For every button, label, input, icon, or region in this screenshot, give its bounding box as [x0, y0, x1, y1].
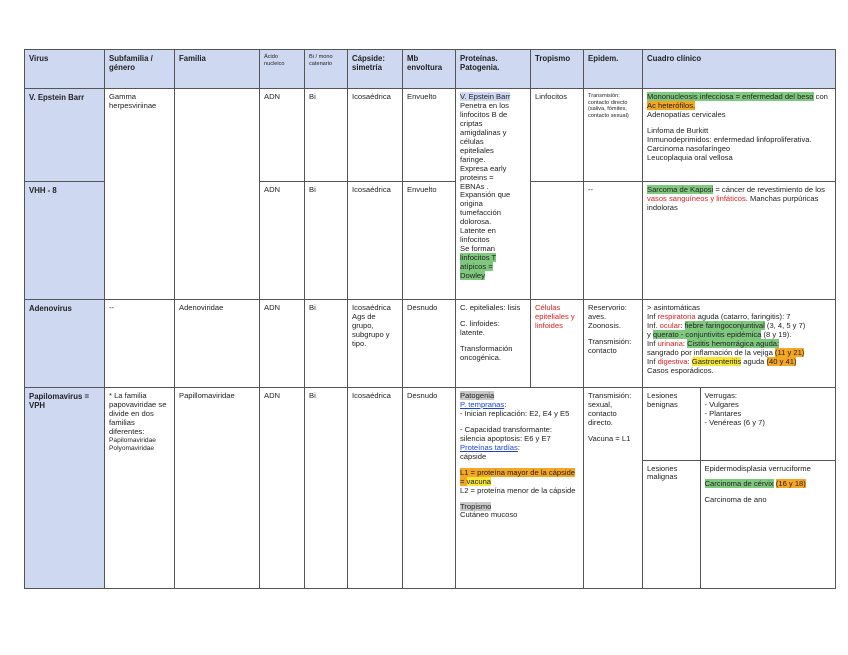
- prot-line: L2 = proteína menor de la cápside: [460, 485, 576, 495]
- header-virus: Virus: [25, 50, 105, 89]
- sub-text: * La familia papovaviridae se divide en dos familias diferentes:: [109, 391, 167, 436]
- prot-highlight: Dowley: [460, 271, 485, 281]
- cc-text: Inf: [647, 338, 658, 348]
- sub-text: Papilomaviridae: [109, 436, 156, 444]
- cc-text: :: [687, 356, 692, 366]
- mb-cell: Envuelto: [403, 89, 456, 182]
- text-line: Expansión que: [460, 190, 511, 200]
- bimono-cell: Bi: [305, 300, 348, 388]
- lesiones-malignas: [700, 460, 835, 588]
- text-line: dolorosa.: [460, 217, 492, 227]
- cc-text: :: [682, 338, 688, 348]
- acido-cell: ADN: [260, 182, 305, 300]
- prot-highlight: =: [460, 476, 467, 486]
- capside-cell: Icosaédrica: [348, 388, 403, 589]
- text-line: Se forman: [460, 244, 496, 254]
- text-line: Penetra en los: [460, 100, 509, 110]
- prot-text: :: [504, 399, 507, 409]
- cc-highlight: Ac heterófilos.: [647, 100, 696, 110]
- cc-text: . Manchas purpúricas indoloras: [647, 193, 819, 212]
- prot-title: V. Epstein Barr: [460, 92, 511, 101]
- ver-line: - Venéreas (6 y 7): [704, 417, 765, 427]
- cc-text: :: [680, 320, 685, 330]
- text-line: Expresa early: [460, 163, 507, 173]
- row-ebv: [25, 89, 836, 182]
- capside-cell: Icosaédrica: [348, 182, 403, 300]
- row-papilomavirus: [25, 388, 836, 589]
- cc-highlight: Mononucleosis infecciosa = enfermedad del beso: [647, 92, 814, 101]
- text-line: Inmunodeprimidos: enfermedad linfoproliferativa.: [647, 134, 812, 144]
- ver-title: Verrugas:: [704, 391, 738, 400]
- prot-line: C. linfoides: latente.: [460, 318, 500, 337]
- cc-text: sangrado por inflamación de la vejiga: [647, 347, 775, 357]
- text-line: criptas: [460, 118, 483, 128]
- cc-highlight: (40 y 41): [766, 356, 797, 366]
- cc-text: Inf: [647, 311, 658, 321]
- prot-text: :: [517, 442, 520, 452]
- prot-highlight: atípicos =: [460, 262, 493, 272]
- mal-line: Carcinoma de ano: [704, 495, 767, 505]
- acido-cell: ADN: [260, 89, 305, 182]
- header-cuadro: Cuadro clínico: [643, 50, 836, 89]
- ver-line: - Vulgares: [704, 399, 739, 409]
- epidem-cell: --: [584, 182, 643, 300]
- proteinas-cell: [456, 300, 531, 388]
- text-line: faringe.: [460, 154, 486, 164]
- trop-line: Cutáneo mucoso: [460, 510, 518, 520]
- cc-highlight: fiebre faringoconjuntival: [684, 320, 765, 330]
- prot-line: cápside: [460, 451, 487, 461]
- sub-text: Polyomaviridae: [109, 444, 155, 452]
- mal-line: Epidermodisplasia verruciforme: [704, 463, 811, 473]
- subfamilia-cell: Gamma herpesviriinae: [105, 89, 175, 300]
- text-line: tumefacción: [460, 208, 501, 218]
- epi-line: Vacuna = L1: [588, 433, 631, 443]
- epidem-cell: [584, 300, 643, 388]
- text-line: Leucoplaquia oral vellosa: [647, 152, 733, 162]
- mal-highlight: Carcinoma de cérvix: [704, 479, 774, 489]
- text-line: Carcinoma nasofaríngeo: [647, 143, 731, 153]
- prot-highlight: L1 = proteína mayor de la cápside: [460, 467, 576, 477]
- cc-line: Adenopatías cervicales: [647, 109, 726, 119]
- cc-text: aguda (catarro, faringitis): 7: [695, 311, 791, 321]
- familia-cell: Papillomaviridae: [175, 388, 260, 589]
- header-bimono: Bi / mono catenario: [305, 50, 348, 89]
- header-subfamilia: Subfamilia / género: [105, 50, 175, 89]
- trop-title: Tropismo: [460, 501, 492, 511]
- mb-cell: Desnudo: [403, 388, 456, 589]
- cc-text: (3, 4, 5 y 7): [764, 320, 806, 330]
- cc-highlight: Cistitis hemorrágica aguda:: [687, 338, 780, 348]
- tropismo-cell: [531, 182, 584, 300]
- proteinas-cell: [456, 89, 531, 300]
- text-line: células: [460, 136, 484, 146]
- text-line: origina: [460, 199, 483, 209]
- prot-line: - Capacidad transformante: silencia apoptosis: E6 y E7: [460, 424, 553, 443]
- header-epidem: Epidem.: [584, 50, 643, 89]
- subfamilia-cell: --: [105, 300, 175, 388]
- lesiones-benignas-label: Lesiones benignas: [647, 391, 678, 409]
- text-line: Latente en: [460, 226, 496, 236]
- ver-line: - Plantares: [704, 408, 742, 418]
- prot-line: C. epiteliales: lisis: [460, 303, 521, 312]
- pat-title: Patogenia: [460, 391, 495, 400]
- bimono-cell: Bi: [305, 182, 348, 300]
- row-adenovirus: [25, 300, 836, 388]
- text-line: linfocitos B de: [460, 109, 508, 119]
- text-line: linfocitos: [460, 235, 490, 245]
- subfamilia-cell: [105, 388, 175, 589]
- cc-line: > asintomáticas: [647, 303, 700, 312]
- cc-red: digestiva: [657, 356, 688, 366]
- tropismo-cell: Linfocitos: [531, 89, 584, 182]
- cc-highlight: querato - conjuntivitis epidémica: [652, 329, 762, 339]
- capside-cell: Icosaédrica: [348, 89, 403, 182]
- virus-name: Papilomavirus = VPH: [25, 388, 105, 589]
- proteinas-cell: [456, 388, 584, 589]
- epi-line: Transmisión: contacto: [588, 336, 632, 355]
- cuadro-cell: [643, 182, 836, 300]
- virus-table: [24, 49, 836, 589]
- tropismo-cell: Células epiteliales y linfoides: [531, 300, 584, 388]
- virus-name: Adenovirus: [25, 300, 105, 388]
- mb-cell: Desnudo: [403, 300, 456, 388]
- cc-red: respiratoria: [657, 311, 696, 321]
- virus-name: VHH - 8: [25, 182, 105, 300]
- cc-text: y: [647, 329, 653, 339]
- header-mb: Mb envoltura: [403, 50, 456, 89]
- mb-cell: Envuelto: [403, 182, 456, 300]
- virus-name: V. Epstein Barr: [25, 89, 105, 182]
- cc-text: = cáncer de revestimiento de los: [713, 185, 825, 194]
- epidem-cell: [584, 388, 643, 589]
- prot-link: P. tempranas: [460, 399, 505, 409]
- header-familia: Familia: [175, 50, 260, 89]
- prot-line: Transformación oncogénica.: [460, 343, 513, 362]
- header-proteinas: Proteínas. Patogenia.: [456, 50, 531, 89]
- cc-highlight: (11 y 21): [774, 347, 805, 357]
- prot-highlight: linfocitos T: [460, 253, 497, 263]
- header-row: [25, 50, 836, 89]
- cc-text: Inf: [647, 356, 658, 366]
- cc-red: vasos sanguíneos y linfáticos: [647, 193, 746, 203]
- capside-cell: Icosaédrica Ags de grupo, subgrupo y tipo.: [348, 300, 403, 388]
- text-line: epiteliales: [460, 145, 494, 155]
- header-tropismo: Tropismo: [531, 50, 584, 89]
- cc-red: ocular: [659, 320, 681, 330]
- bimono-cell: Bi: [305, 89, 348, 182]
- cuadro-cell: [643, 300, 836, 388]
- cc-highlight: Sarcoma de Kaposi: [647, 185, 714, 194]
- cuadro-cell: [643, 89, 836, 182]
- text-line: EBNAs .: [460, 181, 489, 191]
- cc-text: (8 y 19).: [761, 329, 792, 339]
- text-line: Linfoma de Burkitt: [647, 125, 709, 135]
- cc-highlight: Gastroenteritis: [691, 356, 742, 366]
- cc-text: aguda: [741, 356, 767, 366]
- acido-cell: ADN: [260, 300, 305, 388]
- prot-line: - Inician replicación: E2, E4 y E5: [460, 408, 570, 418]
- epi-line: Transmisión: sexual, contacto directo.: [588, 391, 632, 427]
- bimono-cell: Bi: [305, 388, 348, 589]
- acido-cell: ADN: [260, 388, 305, 589]
- familia-cell: Adenoviridae: [175, 300, 260, 388]
- cuadro-cell: [643, 388, 836, 589]
- prot-link: Proteínas tardías: [460, 442, 518, 452]
- header-acido: Ácido nucleico: [260, 50, 305, 89]
- cc-line: Casos esporádicos.: [647, 365, 714, 375]
- epi-line: Reservorio: aves. Zoonosis.: [588, 303, 627, 330]
- cc-text: Inf.: [647, 320, 660, 330]
- lesiones-table: [643, 388, 835, 588]
- header-capside: Cápside: simetría: [348, 50, 403, 89]
- text-line: proteins =: [460, 172, 494, 182]
- epidem-cell: Transmisión: contacto directo (saliva, fómites, contacto sexual): [584, 89, 643, 182]
- lesiones-benignas: [700, 388, 835, 460]
- prot-highlight: vacuna: [466, 476, 492, 486]
- familia-cell: [175, 89, 260, 300]
- mal-highlight: (16 y 18): [775, 479, 806, 489]
- cc-red: urinaria: [657, 338, 683, 348]
- text-line: amigdalinas y: [460, 127, 507, 137]
- lesiones-malignas-label: Lesiones malignas: [643, 460, 700, 588]
- cc-text: con: [813, 92, 828, 101]
